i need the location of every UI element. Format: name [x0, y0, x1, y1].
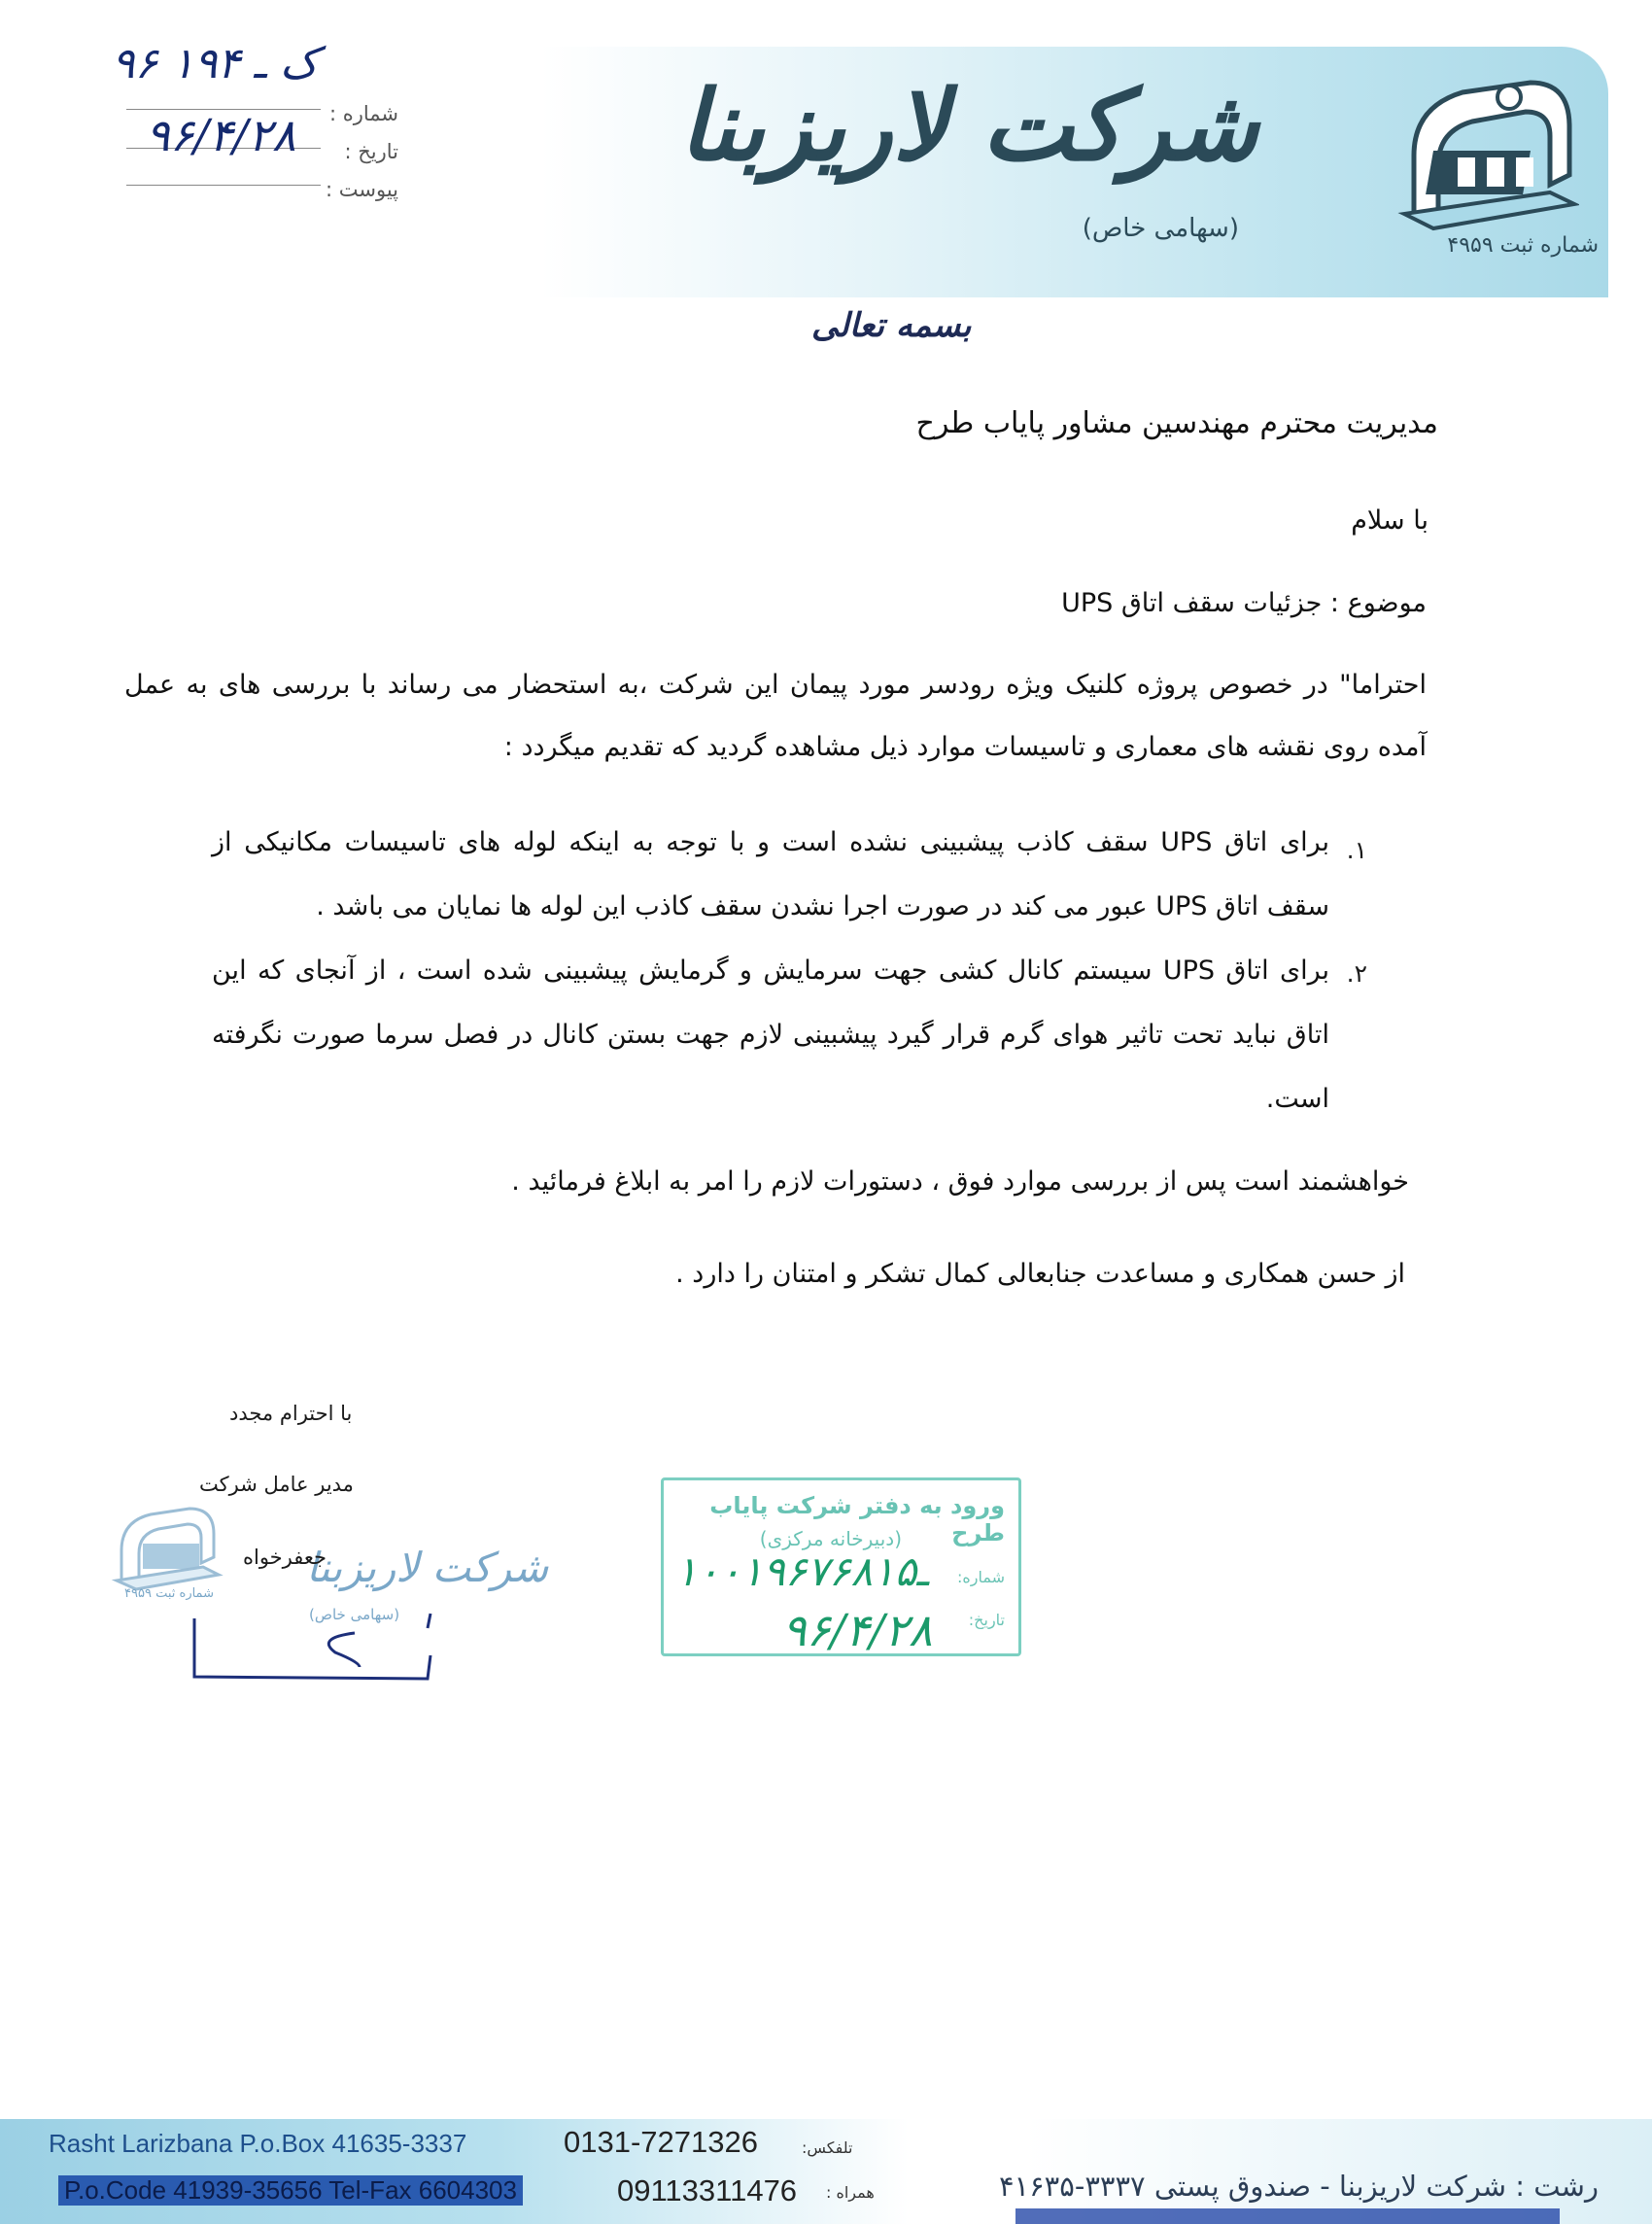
- subject-line: موضوع : جزئیات سقف اتاق UPS: [1061, 588, 1427, 618]
- bismillah-heading: بسمه تعالی: [811, 306, 972, 345]
- received-date-label: تاریخ:: [968, 1611, 1005, 1629]
- company-type: (سهامی خاص): [1082, 214, 1239, 243]
- attachment-label: پیوست :: [326, 178, 398, 201]
- received-stamp-subtitle: (دبیرخانه مرکزی): [759, 1527, 902, 1550]
- footer-address-en: Rasht Larizbana P.o.Box 41635-3337: [49, 2129, 467, 2158]
- attachment-line: [126, 185, 321, 186]
- list-item: برای اتاق UPS سیستم کانال کشی جهت سرمایش و گرمایش پیشبینی شده است ، از آنجای که این اتاق نباید تحت تاثیر هوای گرم قرار گیرد پیشبینی لازم جهت بستن کانال در فصل سرما صورت نگرفته است.: [212, 956, 1329, 1114]
- signer-title: مدیر عامل شرکت: [199, 1473, 354, 1496]
- greeting: با سلام: [1351, 505, 1428, 536]
- regards: با احترام مجدد: [229, 1402, 353, 1425]
- received-number-value: ۱۰۰۱۹۶ـ۷۶۸۱۵: [675, 1547, 929, 1595]
- signature-icon: [189, 1609, 462, 1686]
- company-name: شرکت لاریزبنا: [678, 68, 1258, 183]
- registration-number: شماره ثبت ۴۹۵۹: [1447, 233, 1599, 258]
- received-date-value: ۹۶/۴/۲۸: [782, 1604, 933, 1656]
- letter-meta-labels: [326, 95, 398, 209]
- footer-mobile-label: همراه :: [826, 2183, 875, 2202]
- list-item-number: .۱: [1346, 836, 1367, 864]
- recipient: مدیریت محترم مهندسین مشاور پایاب طرح: [915, 406, 1438, 440]
- received-number-label: شماره:: [956, 1568, 1005, 1586]
- footer-address-fa: رشت : شرکت لاریزبنا - صندوق پستی ۳۳۳۷-۴۱۶۳۵: [998, 2170, 1599, 2203]
- number-label: شماره :: [328, 102, 398, 125]
- handwritten-letter-date: ۹۶/۴/۲۸: [146, 109, 296, 161]
- stamp-company-type: (سهامی خاص): [309, 1606, 400, 1623]
- footer-postcode-en: P.o.Code 41939-35656 Tel-Fax 6604303: [58, 2175, 523, 2206]
- list-item: برای اتاق UPS سقف کاذب پیشبینی نشده است و با توجه به اینکه لوله های تاسیسات مکانیکی از سقف اتاق UPS عبور می کند در صورت اجرا نشدن سقف کاذب این لوله ها نمایان می باشد .: [212, 827, 1330, 921]
- handwritten-letter-number: ۹۶ ک ـ ۱۹۴: [112, 39, 319, 88]
- received-stamp-title: ورود به دفتر شرکت پایاب طرح: [709, 1492, 1005, 1546]
- footer-mobile: 09113311476: [617, 2173, 798, 2207]
- footer-tel-label: تلفکس:: [802, 2138, 853, 2157]
- intro-paragraph: احتراما" در خصوص پروژه کلنیک ویژه رودسر مورد پیمان این شرکت ،به استحضار می رساند با بررسی های به عمل آمده روی نقشه های معماری و تاسیسات موارد ذیل مشاهده گردید که تقدیم میگردد :: [124, 670, 1427, 762]
- list-item-number: .۲: [1346, 959, 1367, 988]
- signer-name: جعفرخواه: [243, 1546, 327, 1569]
- closing-thanks: از حسن همکاری و مساعدت جنابعالی کمال تشکر و امتنان را دارد .: [675, 1259, 1405, 1289]
- closing-request: خواهشمند است پس از بررسی موارد فوق ، دستورات لازم را امر به ابلاغ فرمائید .: [511, 1166, 1409, 1197]
- company-logo-icon: [1394, 68, 1579, 233]
- footer-stripe: [1015, 2208, 1560, 2224]
- date-label: تاریخ :: [344, 140, 398, 163]
- footer-tel: 0131-7271326: [564, 2125, 758, 2159]
- stamp-company-name: شرکت لاریزبنا: [306, 1544, 549, 1591]
- stamp-registration: شماره ثبت ۴۹۵۹: [124, 1586, 214, 1601]
